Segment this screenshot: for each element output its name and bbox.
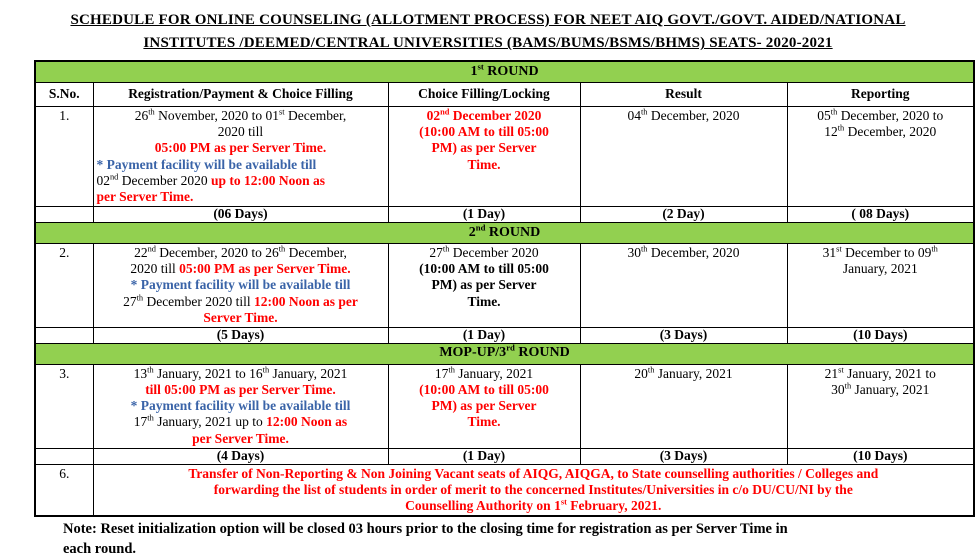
round3-reporting-cell: 21st January, 2021 to 30th January, 2021 xyxy=(787,364,974,448)
round1-band-row xyxy=(35,61,974,83)
round1-sno: 1. xyxy=(35,107,93,207)
round1-days-row xyxy=(35,207,974,223)
round1-reporting-cell: 05th December, 2020 to 12th December, 2020 xyxy=(787,107,974,207)
round1-registration-dates: 26th November, 2020 to 01st December, 2020 till 05:00 PM as per Server Time. xyxy=(134,107,347,156)
transfer-row xyxy=(35,464,974,516)
column-header-reporting: Reporting xyxy=(787,83,974,107)
round3-registration-cell xyxy=(93,364,388,448)
transfer-sno: 6. xyxy=(35,464,93,516)
round1-row xyxy=(35,107,974,207)
round2-days-empty xyxy=(35,327,93,343)
round3-days-row xyxy=(35,448,974,464)
round1-days-registration: (06 Days) xyxy=(93,207,388,223)
round3-days-registration: (4 Days) xyxy=(93,448,388,464)
column-header-result: Result xyxy=(580,83,787,107)
round3-registration-dates: 13th January, 2021 to 16th January, 2021 till 05:00 PM as per Server Time. * Payment facility will be available till 17th January, 2021 up to 12:00 Noon as per Server Time. xyxy=(130,365,351,446)
round3-result-cell: 20th January, 2021 xyxy=(580,364,787,448)
round1-days-empty xyxy=(35,207,93,223)
round3-days-reporting: (10 Days) xyxy=(787,448,974,464)
page-title xyxy=(0,9,976,56)
round3-days-result: (3 Days) xyxy=(580,448,787,464)
schedule-table xyxy=(34,60,975,517)
column-header-choice-filling: Choice Filling/Locking xyxy=(388,83,580,107)
round3-band-label: MOP-UP/3rd ROUND xyxy=(35,343,974,364)
round1-choice-filling-cell: 02nd December 2020 (10:00 AM to till 05:00 PM) as per Server Time. xyxy=(388,107,580,207)
round1-payment-note: * Payment facility will be available till 02nd December 2020 up to 12:00 Noon as per Server Time. xyxy=(96,156,325,204)
round1-days-reporting: ( 08 Days) xyxy=(787,207,974,223)
round2-reporting-cell: 31st December to 09th January, 2021 xyxy=(787,243,974,327)
round3-sno: 3. xyxy=(35,364,93,448)
footer-note: Note: Reset initialization option will be closed 03 hours prior to the closing time for registration as per Server Time in each round. xyxy=(63,521,788,558)
round3-days-choice: (1 Day) xyxy=(388,448,580,464)
round2-registration-cell xyxy=(93,243,388,327)
round2-sno: 2. xyxy=(35,243,93,327)
round1-registration-cell xyxy=(93,107,388,207)
page-title-line1: SCHEDULE FOR ONLINE COUNSELING (ALLOTMENT PROCESS) FOR NEET AIQ GOVT./GOVT. AIDED/NATIONAL xyxy=(70,12,906,28)
round2-days-row xyxy=(35,327,974,343)
round2-days-choice: (1 Day) xyxy=(388,327,580,343)
round2-days-result: (3 Days) xyxy=(580,327,787,343)
round3-choice-filling-cell: 17th January, 2021 (10:00 AM to till 05:00 PM) as per Server Time. xyxy=(388,364,580,448)
column-header-row xyxy=(35,83,974,107)
round1-result-cell: 04th December, 2020 xyxy=(580,107,787,207)
round2-band-label: 2nd ROUND xyxy=(35,222,974,243)
round3-row xyxy=(35,364,974,448)
round2-row xyxy=(35,243,974,327)
round2-days-registration: (5 Days) xyxy=(93,327,388,343)
round3-days-empty xyxy=(35,448,93,464)
round1-days-choice: (1 Day) xyxy=(388,207,580,223)
round3-band-row xyxy=(35,343,974,364)
round2-band-row xyxy=(35,222,974,243)
column-header-sno: S.No. xyxy=(35,83,93,107)
round2-choice-filling-cell: 27th December 2020 (10:00 AM to till 05:00 PM) as per Server Time. xyxy=(388,243,580,327)
column-header-registration: Registration/Payment & Choice Filling xyxy=(93,83,388,107)
transfer-text: Transfer of Non-Reporting & Non Joining Vacant seats of AIQG, AIQGA, to State counselling authorities / Colleges and forwarding the list of students in order of merit to the concerned Institutes/Universities in c/o DU/CU/NI by the Counselling Authority on 1st February, 2021. xyxy=(93,464,974,516)
round2-result-cell: 30th December, 2020 xyxy=(580,243,787,327)
round1-band-label: 1st ROUND xyxy=(35,61,974,83)
round1-days-result: (2 Day) xyxy=(580,207,787,223)
round2-days-reporting: (10 Days) xyxy=(787,327,974,343)
page-title-line2: INSTITUTES /DEEMED/CENTRAL UNIVERSITIES (BAMS/BUMS/BSMS/BHMS) SEATS- 2020-2021 xyxy=(143,35,833,52)
round2-registration-dates: 22nd December, 2020 to 26th December, 2020 till 05:00 PM as per Server Time. * Payment facility will be available till 27th December 2020 till 12:00 Noon as per Server Time. xyxy=(123,244,358,325)
